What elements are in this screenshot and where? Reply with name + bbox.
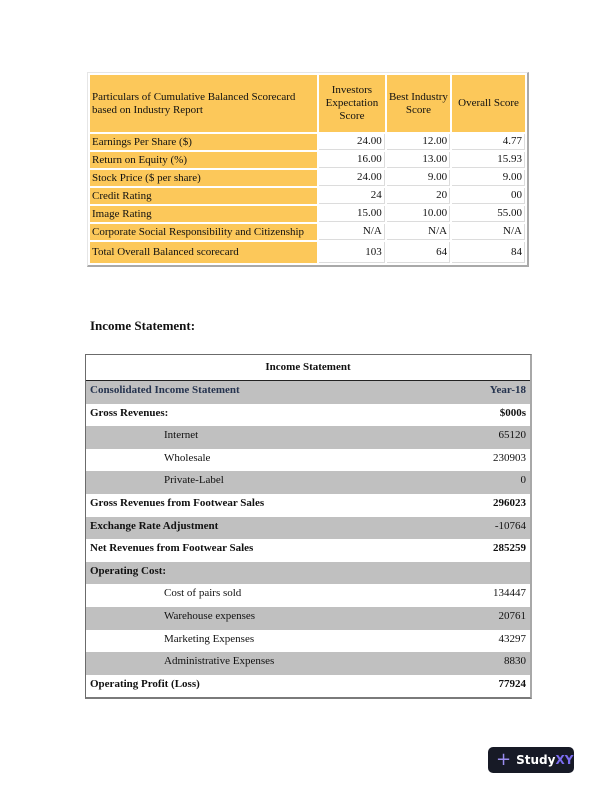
best-value: 12.00: [387, 134, 450, 150]
table-row: [90, 224, 525, 240]
row-label: Stock Price ($ per share): [90, 170, 317, 186]
table-row: [90, 134, 525, 150]
row-value: 77924: [498, 677, 526, 690]
investors-value: 24.00: [319, 170, 385, 186]
row-value: $000s: [499, 406, 526, 419]
overall-value: 00: [452, 188, 525, 204]
row-value: 43297: [498, 632, 526, 645]
row-label: Corporate Social Responsibility and Citizenship: [90, 224, 317, 240]
overall-value: N/A: [452, 224, 525, 240]
row-label: Operating Cost:: [90, 564, 167, 577]
overall-value: 84: [452, 242, 525, 263]
table-row: [86, 471, 530, 494]
row-label: Net Revenues from Footwear Sales: [90, 542, 254, 555]
header-investors-expectation: Investors Expectation Score: [319, 75, 385, 132]
row-value: 230903: [493, 451, 526, 464]
row-label: Return on Equity (%): [90, 152, 317, 168]
row-label: Credit Rating: [90, 188, 317, 204]
row-label: Exchange Rate Adjustment: [90, 519, 219, 532]
row-label: Gross Revenues:: [90, 406, 169, 419]
table-row: [86, 652, 530, 675]
row-value: 296023: [493, 496, 526, 509]
row-label: Image Rating: [90, 206, 317, 222]
balanced-scorecard-table: [87, 72, 529, 267]
best-value: 9.00: [387, 170, 450, 186]
table-row: [86, 517, 530, 540]
table-row: [86, 404, 530, 427]
best-value: 20: [387, 188, 450, 204]
row-label: Internet: [164, 429, 199, 442]
table-header-row: [90, 75, 525, 132]
table-row: [90, 152, 525, 168]
header-overall-score: Overall Score: [452, 75, 525, 132]
table-row: [86, 607, 530, 630]
table-row: [86, 562, 530, 585]
header-best-industry: Best Industry Score: [387, 75, 450, 132]
overall-value: 9.00: [452, 170, 525, 186]
brand-name-prefix: Study: [516, 753, 556, 767]
investors-value: 15.00: [319, 206, 385, 222]
row-label: Gross Revenues from Footwear Sales: [90, 496, 265, 509]
overall-value: 4.77: [452, 134, 525, 150]
income-statement-table: [85, 354, 532, 699]
table-row: [86, 630, 530, 653]
row-label: Administrative Expenses: [164, 655, 275, 668]
row-label: Consolidated Income Statement: [90, 384, 240, 396]
table-row: [90, 206, 525, 222]
investors-value: 103: [319, 242, 385, 263]
row-label: Warehouse expenses: [164, 609, 256, 622]
table-row: [86, 675, 530, 698]
best-value: 10.00: [387, 206, 450, 222]
overall-value: 55.00: [452, 206, 525, 222]
row-label: Earnings Per Share ($): [90, 134, 317, 150]
row-value: Year-18: [489, 384, 526, 396]
table-row: [86, 381, 530, 404]
row-label: Operating Profit (Loss): [90, 677, 200, 690]
row-label: Marketing Expenses: [164, 632, 255, 645]
row-value: 20761: [498, 609, 526, 622]
row-value: -10764: [494, 519, 526, 532]
table-row: [86, 584, 530, 607]
row-label: Total Overall Balanced scorecard: [90, 242, 317, 263]
investors-value: 24.00: [319, 134, 385, 150]
best-value: 13.00: [387, 152, 450, 168]
best-value: 64: [387, 242, 450, 263]
row-value: 0: [520, 474, 526, 487]
studyxy-logo[interactable]: [488, 747, 574, 773]
investors-value: 24: [319, 188, 385, 204]
row-value: 8830: [504, 655, 526, 668]
table-total-row: [90, 242, 525, 263]
table-row: [90, 188, 525, 204]
table-row: [90, 170, 525, 186]
investors-value: 16.00: [319, 152, 385, 168]
table-row: [86, 426, 530, 449]
row-label: Cost of pairs sold: [164, 587, 242, 600]
income-statement-title: Income Statement: [86, 355, 530, 381]
header-particulars: Particulars of Cumulative Balanced Scorecard based on Industry Report: [90, 75, 317, 132]
row-value: 285259: [493, 542, 526, 555]
table-row: [86, 449, 530, 472]
plus-icon: +: [496, 749, 512, 770]
row-label: Private-Label: [164, 474, 224, 487]
table-row: [86, 494, 530, 517]
overall-value: 15.93: [452, 152, 525, 168]
brand-name-suffix: XY: [555, 753, 574, 767]
row-value: 134447: [493, 587, 526, 600]
best-value: N/A: [387, 224, 450, 240]
section-heading: Income Statement:: [90, 318, 196, 333]
row-value: 65120: [498, 429, 526, 442]
table-row: [86, 539, 530, 562]
row-label: Wholesale: [164, 451, 211, 464]
investors-value: N/A: [319, 224, 385, 240]
